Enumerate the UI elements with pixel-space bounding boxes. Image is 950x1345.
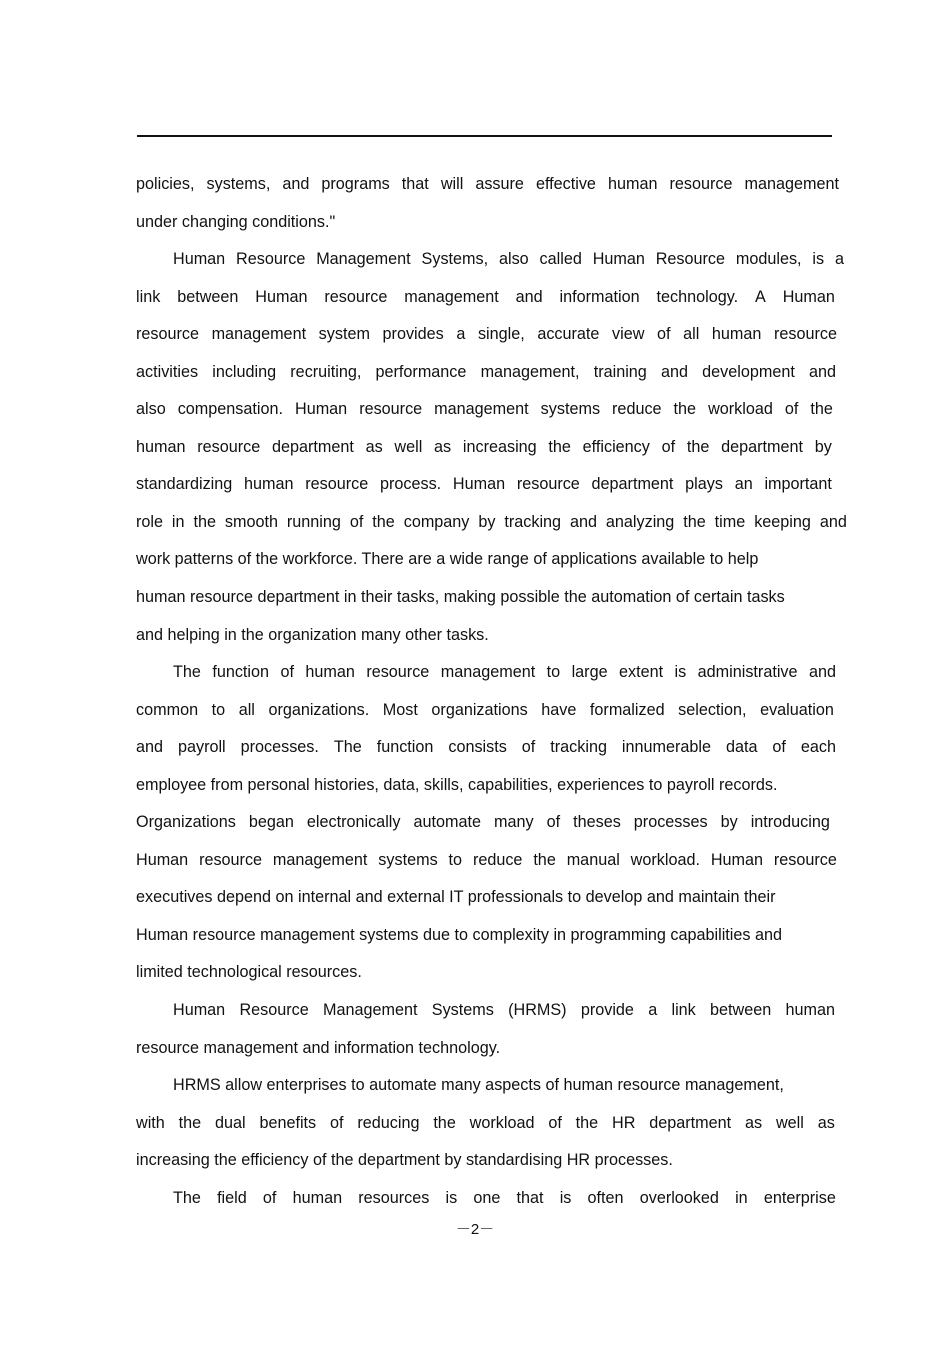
- text-line: with the dual benefits of reducing the workload of the HR department as well as: [136, 1113, 835, 1132]
- text-line: Human Resource Management Systems (HRMS) provide a link between human: [173, 1001, 835, 1020]
- document-body: [136, 166, 854, 1217]
- text-line: limited technological resources.: [136, 963, 362, 982]
- text-line: policies, systems, and programs that will assure effective human resource management: [136, 175, 839, 193]
- text-line: executives depend on internal and external IT professionals to develop and maintain their: [136, 888, 776, 907]
- text-line: role in the smooth running of the company by tracking and analyzing the time keeping and: [136, 512, 847, 531]
- text-line: common to all organizations. Most organizations have formalized selection, evaluation: [136, 700, 834, 719]
- text-line: standardizing human resource process. Human resource department plays an important: [136, 475, 832, 494]
- page-number: －2－: [455, 1221, 495, 1238]
- text-line: Human resource management systems to reduce the manual workload. Human resource: [136, 850, 837, 869]
- text-line: employee from personal histories, data, skills, capabilities, experiences to payroll records.: [136, 775, 778, 794]
- text-line: HRMS allow enterprises to automate many aspects of human resource management,: [173, 1076, 784, 1095]
- text-line: human resource department in their tasks, making possible the automation of certain tasks: [136, 588, 785, 607]
- text-line: Organizations began electronically automate many of theses processes by introducing: [136, 813, 830, 832]
- text-line: activities including recruiting, performance management, training and development and: [136, 362, 836, 381]
- text-line: Human resource management systems due to complexity in programming capabilities and: [136, 925, 783, 944]
- header-rule: [137, 135, 832, 137]
- text-line: also compensation. Human resource management systems reduce the workload of the: [136, 400, 833, 419]
- text-line: The function of human resource management to large extent is administrative and: [173, 663, 836, 682]
- text-line: resource management and information technology.: [136, 1038, 501, 1057]
- text-line: under changing conditions.": [136, 212, 336, 231]
- text-line: link between Human resource management and information technology. A Human: [136, 287, 835, 306]
- text-line: human resource department as well as increasing the efficiency of the department by: [136, 437, 832, 456]
- text-line: increasing the efficiency of the department by standardising HR processes.: [136, 1151, 673, 1170]
- text-line: work patterns of the workforce. There are a wide range of applications available to help: [136, 550, 759, 569]
- text-line: and payroll processes. The function consists of tracking innumerable data of each: [136, 738, 836, 757]
- text-line: Human Resource Management Systems, also called Human Resource modules, is a: [173, 250, 844, 269]
- text-line: resource management system provides a single, accurate view of all human resource: [136, 325, 837, 344]
- text-line: The field of human resources is one that is often overlooked in enterprise: [173, 1188, 836, 1207]
- text-line: and helping in the organization many other tasks.: [136, 625, 489, 644]
